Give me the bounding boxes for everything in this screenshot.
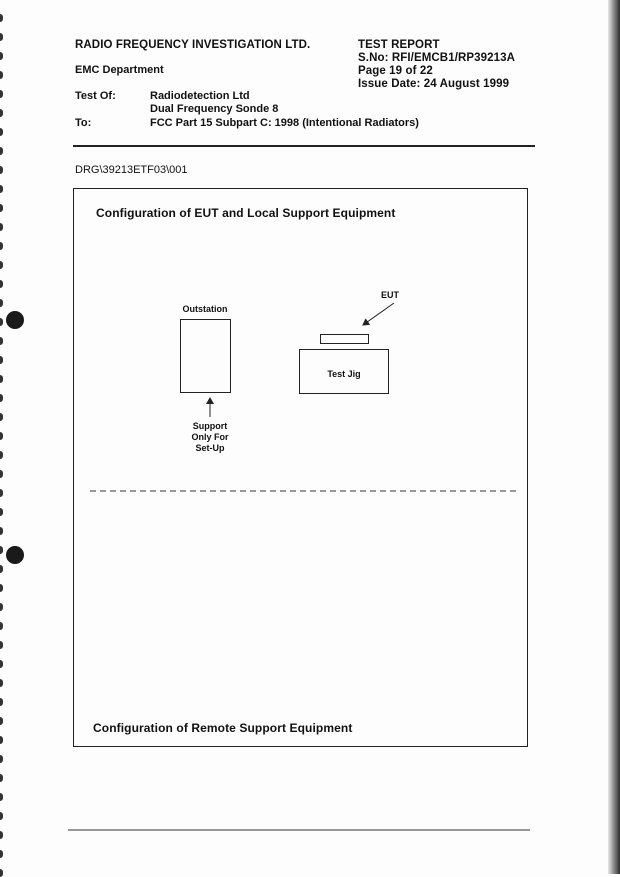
page-number: Page 19 of 22	[358, 65, 433, 77]
company-name: RADIO FREQUENCY INVESTIGATION LTD.	[75, 39, 311, 51]
drawing-reference: DRG\39213ETF03\001	[75, 164, 188, 176]
support-note	[175, 421, 245, 454]
test-of-label: Test Of:	[75, 90, 116, 102]
eut-label: EUT	[381, 290, 399, 300]
eut-arrow	[363, 303, 394, 325]
report-title: TEST REPORT	[358, 39, 440, 51]
outstation-label: Outstation	[182, 304, 228, 314]
to-label: To:	[75, 117, 92, 129]
test-of-line2: Dual Frequency Sonde 8	[150, 103, 279, 115]
serial-number: S.No: RFI/EMCB1/RP39213A	[358, 52, 516, 64]
test-of-line1: Radiodetection Ltd	[150, 90, 250, 102]
support-line2: Only For	[191, 432, 229, 442]
test-jig-label: Test Jig	[327, 369, 361, 379]
department: EMC Department	[75, 64, 164, 76]
issue-date: Issue Date: 24 August 1999	[358, 78, 510, 90]
local-config-title: Configuration of EUT and Local Support Equipment	[96, 206, 396, 220]
to-value: FCC Part 15 Subpart C: 1998 (Intentional Radiators)	[150, 117, 419, 129]
support-line3: Set-Up	[195, 443, 225, 453]
support-line1: Support	[192, 421, 228, 431]
remote-config-title: Configuration of Remote Support Equipment	[93, 721, 353, 735]
